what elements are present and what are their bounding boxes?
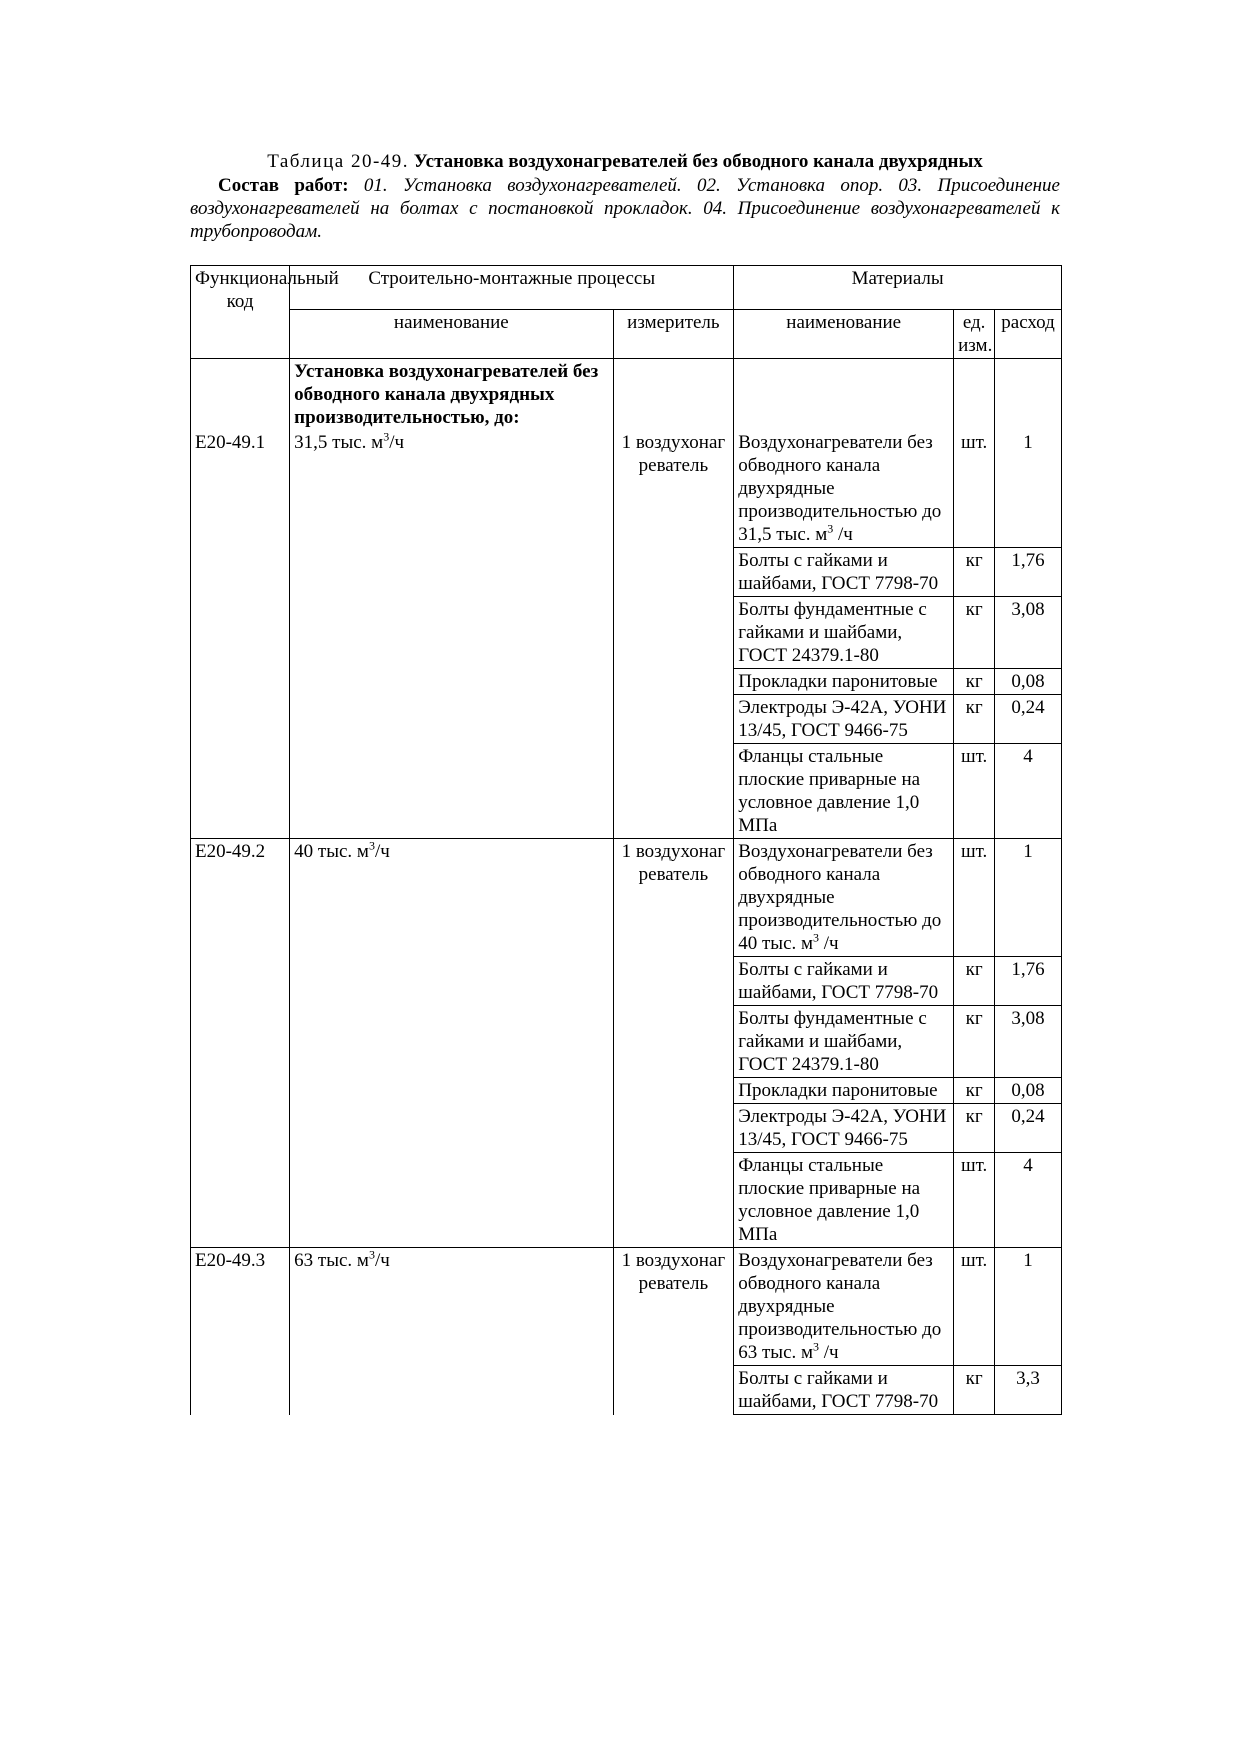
table-row — [191, 1006, 1062, 1078]
table-row — [191, 597, 1062, 669]
material-rate: 4 — [995, 744, 1062, 839]
row-process-name-unit: /ч — [374, 841, 390, 862]
material-rate: 1 — [995, 839, 1062, 957]
material-rate: 0,08 — [995, 1078, 1062, 1104]
row-code: Е20-49.2 — [191, 839, 290, 957]
table-row — [191, 957, 1062, 1006]
table-row — [191, 1104, 1062, 1153]
material-name — [734, 744, 954, 839]
header-material-unit: ед. изм. — [954, 310, 995, 359]
material-name-text: Фланцы стальные плоские приварные на условное давление 1,0 МПа — [738, 1155, 925, 1245]
material-rate: 3,08 — [995, 597, 1062, 669]
material-name-text: Болты с гайками и шайбами, ГОСТ 7798-70 — [738, 959, 939, 1003]
material-name — [734, 839, 954, 957]
material-unit: шт. — [954, 430, 995, 548]
material-rate: 1,76 — [995, 548, 1062, 597]
material-rate: 1 — [995, 1248, 1062, 1366]
document-header — [190, 150, 1060, 243]
material-unit: кг — [954, 695, 995, 744]
material-name — [734, 1366, 954, 1415]
material-unit: кг — [954, 957, 995, 1006]
header-code: Функциональный код — [191, 266, 290, 359]
work-composition-text: 01. Установка воздухонагревателей. 02. Установка опор. 03. Присоединение воздухонагревателей на болтах с постановкой прокладок. 04. Присоединение воздухонагревателей к трубопроводам. — [190, 175, 1060, 242]
table-row — [191, 695, 1062, 744]
superscript: 3 — [827, 521, 834, 536]
row-process-name-unit: /ч — [374, 1250, 390, 1271]
header-process-name: наименование — [290, 310, 613, 359]
table-title-text: Установка воздухонагревателей без обводного канала двухрядных — [413, 151, 983, 172]
row-process-name — [290, 430, 613, 548]
table-row — [191, 1078, 1062, 1104]
superscript: 3 — [368, 1247, 375, 1262]
table-body — [191, 359, 1062, 1415]
material-name — [734, 597, 954, 669]
material-rate: 4 — [995, 1153, 1062, 1248]
material-name-text: Воздухонагреватели без обводного канала двухрядные производительностью до 31,5 тыс. м — [738, 432, 947, 545]
material-rate: 0,24 — [995, 695, 1062, 744]
material-rate: 0,08 — [995, 669, 1062, 695]
row-process-name-text: 31,5 тыс. м — [294, 432, 384, 453]
table-row — [191, 1248, 1062, 1366]
table-row — [191, 1153, 1062, 1248]
superscript: 3 — [383, 429, 390, 444]
row-process-name-text: 40 тыс. м — [294, 841, 369, 862]
row-process-name — [290, 839, 613, 957]
material-name — [734, 1248, 954, 1366]
superscript: 3 — [813, 930, 820, 945]
row-code: Е20-49.3 — [191, 1248, 290, 1366]
material-rate: 1,76 — [995, 957, 1062, 1006]
material-name-text: Воздухонагреватели без обводного канала двухрядные производительностью до 40 тыс. м — [738, 841, 956, 954]
material-unit: шт. — [954, 1248, 995, 1366]
material-rate: 1 — [995, 430, 1062, 548]
material-rate: 0,24 — [995, 1104, 1062, 1153]
material-name-text: Электроды Э-42А, УОНИ 13/45, ГОСТ 9466-75 — [738, 1106, 952, 1150]
material-name-unit: /ч — [833, 524, 853, 545]
material-name — [734, 957, 954, 1006]
material-name — [734, 1006, 954, 1078]
material-name — [734, 1104, 954, 1153]
superscript: 3 — [813, 1339, 820, 1354]
table-row — [191, 548, 1062, 597]
material-name-text: Фланцы стальные плоские приварные на условное давление 1,0 МПа — [738, 746, 925, 836]
material-name — [734, 695, 954, 744]
material-unit: шт. — [954, 839, 995, 957]
row-process-name-unit: /ч — [389, 432, 405, 453]
table-row — [191, 744, 1062, 839]
table-row — [191, 430, 1062, 548]
material-name-unit: /ч — [819, 933, 839, 954]
header-material-rate: расход — [995, 310, 1062, 359]
row-code: Е20-49.1 — [191, 430, 290, 548]
table-title-label: Таблица 20-49. — [267, 151, 410, 172]
material-name — [734, 430, 954, 548]
header-materials: Материалы — [734, 266, 1062, 310]
material-name — [734, 1078, 954, 1104]
material-rate: 3,08 — [995, 1006, 1062, 1078]
material-name-text: Болты с гайками и шайбами, ГОСТ 7798-70 — [738, 1368, 939, 1412]
table-row — [191, 1366, 1062, 1415]
material-name — [734, 1153, 954, 1248]
header-processes: Строительно-монтажные процессы — [290, 266, 734, 310]
group-title: Установка воздухонагревателей без обводного канала двухрядных производительностью, до: — [290, 359, 613, 431]
material-name-text: Болты с гайками и шайбами, ГОСТ 7798-70 — [738, 550, 939, 594]
row-meter: 1 воздухонагреватель — [613, 430, 734, 548]
superscript: 3 — [368, 838, 375, 853]
group-title-row — [191, 359, 1062, 431]
material-name-text: Электроды Э-42А, УОНИ 13/45, ГОСТ 9466-75 — [738, 697, 952, 741]
header-process-meter: измеритель — [613, 310, 734, 359]
material-name-unit: /ч — [819, 1342, 839, 1363]
table-row — [191, 839, 1062, 957]
material-unit: шт. — [954, 1153, 995, 1248]
header-material-name: наименование — [734, 310, 954, 359]
material-unit: кг — [954, 1006, 995, 1078]
table-title — [190, 150, 1060, 174]
table-row — [191, 669, 1062, 695]
material-unit: шт. — [954, 744, 995, 839]
material-name-text: Болты фундаментные с гайками и шайбами, ГОСТ 24379.1-80 — [738, 599, 932, 666]
work-composition — [190, 174, 1060, 243]
work-composition-label: Состав работ: — [218, 175, 349, 196]
material-unit: кг — [954, 1366, 995, 1415]
material-name — [734, 548, 954, 597]
material-name-text: Болты фундаментные с гайками и шайбами, ГОСТ 24379.1-80 — [738, 1008, 932, 1075]
row-meter: 1 воздухонагреватель — [613, 839, 734, 957]
material-rate: 3,3 — [995, 1366, 1062, 1415]
row-meter: 1 воздухонагреватель — [613, 1248, 734, 1366]
norms-table — [190, 265, 1062, 1415]
material-name-text: Прокладки паронитовые — [738, 1080, 938, 1101]
material-name-text: Прокладки паронитовые — [738, 671, 938, 692]
row-process-name — [290, 1248, 613, 1366]
material-unit: кг — [954, 1104, 995, 1153]
material-unit: кг — [954, 597, 995, 669]
material-unit: кг — [954, 669, 995, 695]
material-unit: кг — [954, 1078, 995, 1104]
material-name — [734, 669, 954, 695]
material-name-text: Воздухонагреватели без обводного канала двухрядные производительностью до 63 тыс. м — [738, 1250, 956, 1363]
row-process-name-text: 63 тыс. м — [294, 1250, 369, 1271]
material-unit: кг — [954, 548, 995, 597]
